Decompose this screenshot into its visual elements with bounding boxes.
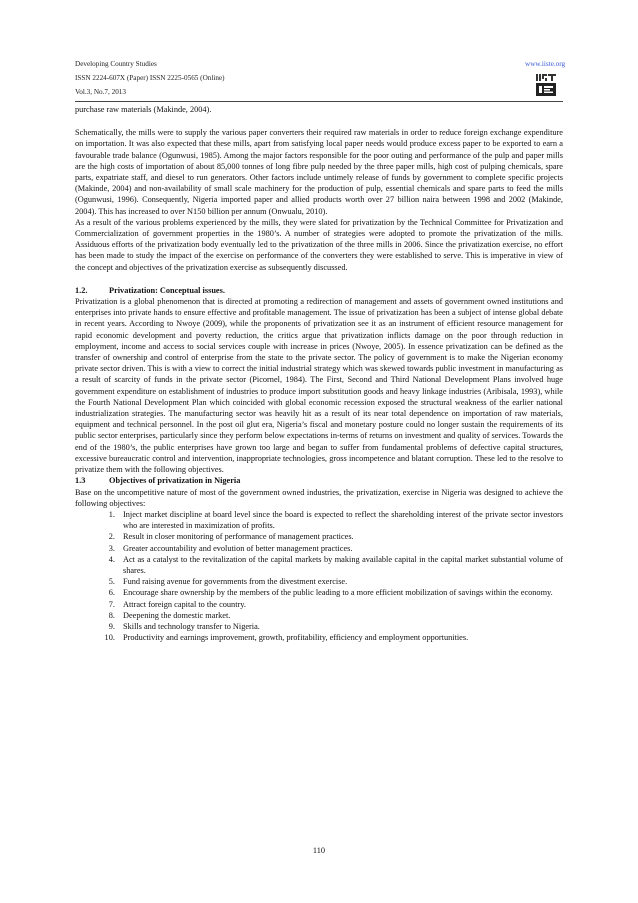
paragraph: Schematically, the mills were to supply the various paper converters their required raw materials in order to reduce foreign exchange expenditure on importation. It was also expected that these mills, apart from satisfying local paper needs would produce excess paper to be exported to earn a favourable trade balance (Ogunwusi, 1985). Among the major factors responsible for the poor outing and performance of the pulp and paper mills are the high costs of importation of about 85,000 tonnes of long fibre pulp needed by the three paper mills, high cost of pulping chemicals, spare parts, expatriate staff, and diesel to run generators. Other factors include untimely release of funds by government to complete specific projects (Makinde, 2004) and non-availability of small scale machinery for the production of pulp, essential chemicals and spare parts to feed the mills (Ogunwusi, 1996). Consequently, Nigeria imported paper and allied products worth over 27 billion naira between 1998 and 2002 (Makinde, 2004). This has increased to over N150 billion per annum (Onwualu, 2010). [75,128,563,216]
journal-header [75,57,225,99]
iiste-logo [533,71,559,99]
section-number: 1.2. [75,285,88,295]
list-item: 8. Deepening the domestic market. [117,610,563,621]
list-item: 5. Fund raising avenue for governments from the divestment exercise. [117,576,563,587]
section-heading-1-3 [75,475,563,486]
page-number: 110 [312,846,326,855]
list-item: 10. Productivity and earnings improvement, growth, profitability, efficiency and employment opportunities. [117,632,563,643]
section-title: Privatization: Conceptual issues. [109,285,225,295]
list-item: 6. Encourage share ownership by the members of the public leading to a more efficient mobilization of savings within the economy. [117,587,563,598]
paragraph: Base on the uncompetitive nature of most of the government owned industries, the privatization, exercise in Nigeria was designed to achieve the following objectives: [75,487,563,508]
list-item: 7. Attract foreign capital to the country. [117,599,563,610]
section-title: Objectives of privatization in Nigeria [109,476,241,486]
list-item: 4. Act as a catalyst to the revitalization of the capital markets by making available capital in the capital market substantial volume of shares. [117,554,563,576]
journal-volume: Vol.3, No.7, 2013 [75,88,126,96]
list-item: 2. Result in closer monitoring of performance of management practices. [117,531,563,542]
paragraph: Privatization is a global phenomenon that is directed at promoting a redirection of management and assets of government owned institutions and enterprises into private hands to ensure effective and profitable management. The issue of privatization has been a subject of intense global debate in recent years. According to Nwoye (2009), while the proponents of privatization see it as an instrument of efficient resource management for rapid economic development and poverty reduction, the critics argue that privatization inflicts damage on the poor through reduction in employment, income and access to social services couple with increase in prices (Nwoye, 2005). In essence privatization can be defined as the transfer of ownership and control of enterprise from the state to the private sector. The policy of government is to make the Nigerian economy private sector driven. This is with a view to correct the initial industrial strategy which was skewed towards public investment in manufacturing as a result of scarcity of funds in the private sector (Picornel, 1984). The First, Second and Third National Development Plans involved huge government expenditure on establishment of industries to produce import substitution goods and heavy linkage industries (Aribisala, 1993), while the Fourth National Development Plan which coincided with global economic recession exposed the structural weakness of the earlier national industrialization strategies. The manufacturing sector was heavily hit as a result of its near total dependence on importation of raw materials, equipment and technical personnel. In the post oil glut era, Nigeria’s fiscal and monetary posture could no longer sustain the requirements of its public sector enterprises, particularly since they perform below expectations in-terms of returns on investment and quality of services. Towards the end of the 1980’s, the public enterprises have grown too large and began to suffer from fundamental problems of defective capital structures, excessive bureaucratic control and intervention, inappropriate technologies, gross incompetence and blatant corruption. These led to the resolve to privatize them with the following objectives. [75,297,563,475]
paragraph: As a result of the various problems experienced by the mills, they were slated for privatization by the Technical Committee for Privatization and Commercialization of government properties in the 1980’s. A number of strategies were adopted to promote the privatization of the mills. Assiduous efforts of the privatization body eventually led to the privatization of the three mills in 2006. Since the privatization exercise, no effort has been made to study the impact of the exercise on performance of the converters they were established to serve. This is imperative in view of the concept and objectives of the privatization exercise as subsequently discussed. [75,217,563,272]
paragraph: purchase raw materials (Makinde, 2004). [75,105,212,114]
journal-issn: ISSN 2224-607X (Paper) ISSN 2225-0565 (Online) [75,74,225,82]
journal-url-link[interactable]: www.iiste.org [525,60,566,68]
list-item: 3. Greater accountability and evolution of better management practices. [117,543,563,554]
objectives-list [75,509,563,643]
article-body [75,104,563,643]
journal-name: Developing Country Studies [75,60,157,68]
section-number: 1.3 [75,476,86,486]
header-divider [75,101,563,102]
list-item: 9. Skills and technology transfer to Nigeria. [117,621,563,632]
list-item: 1. Inject market discipline at board level since the board is expected to reflect the shareholding interest of the private sector investors who are interested in maximization of profits. [117,509,563,531]
section-heading-1-2 [75,285,563,296]
